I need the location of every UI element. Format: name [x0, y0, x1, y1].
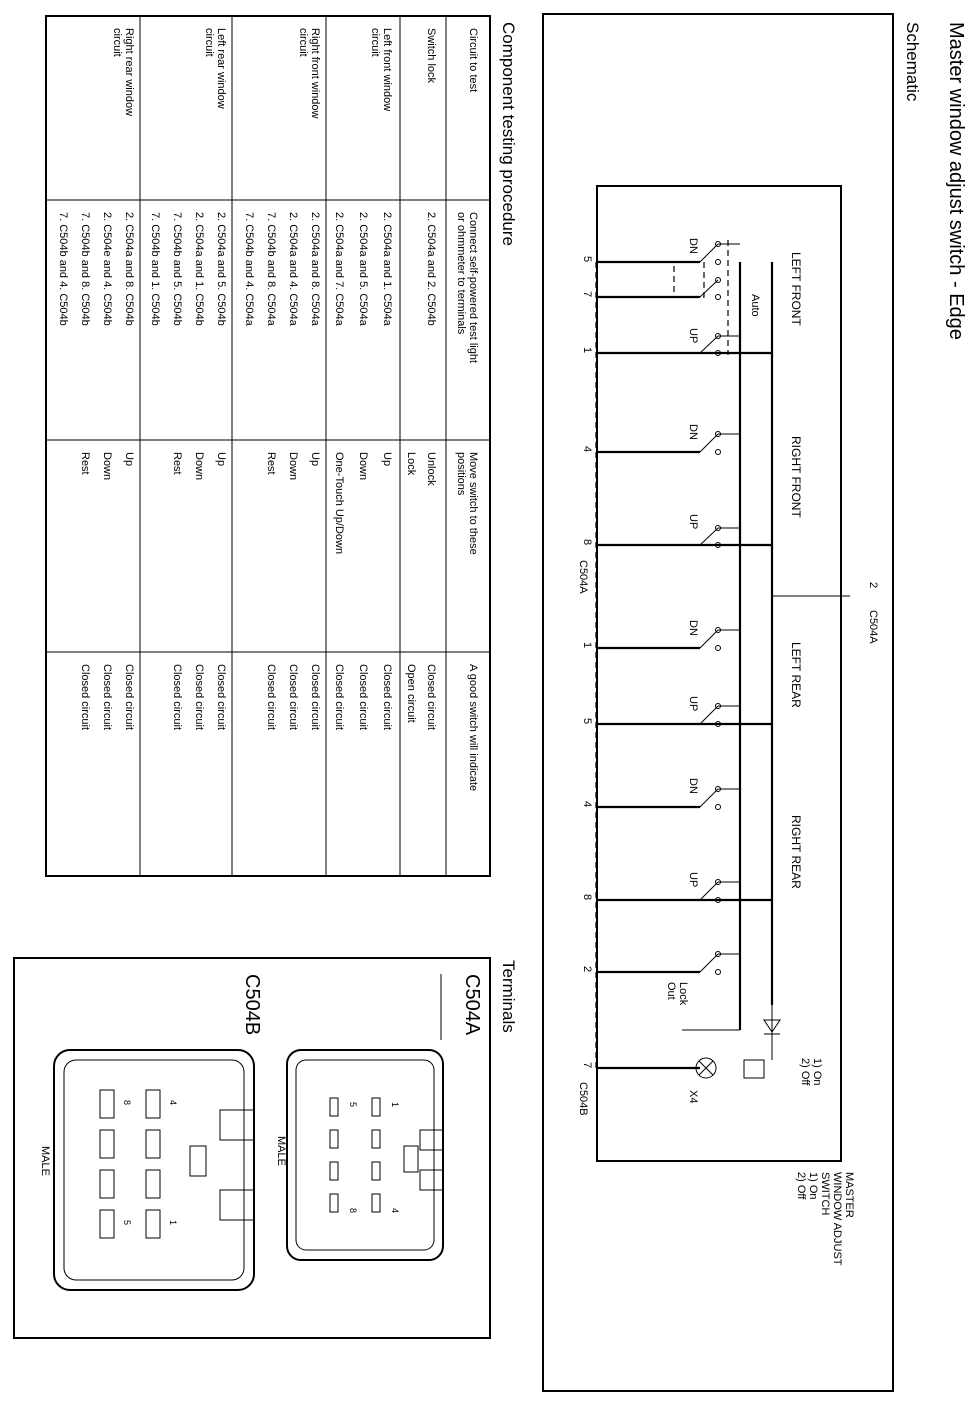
c504b-male-label: MALE: [39, 1146, 51, 1176]
table-cell: 2. C504a and 5. C504b: [215, 212, 227, 326]
page-title: Master window adjust switch - Edge: [945, 22, 967, 340]
table-cell: 2. C504a and 4. C504a: [287, 212, 299, 326]
table-cell: Closed circuit: [123, 664, 135, 731]
table-cell: Up: [215, 452, 227, 467]
table-cell: Left front window: [381, 28, 393, 112]
table-cell: Down: [287, 452, 299, 481]
table-cell: Closed circuit: [215, 664, 227, 731]
lockout-label: Out: [665, 982, 677, 1000]
c504b-pin-group-label: C504B: [577, 1082, 589, 1116]
table-cell: Rest: [265, 452, 277, 475]
table-header: Connect self-powered test light: [467, 212, 479, 364]
dir-label: UP: [687, 514, 699, 530]
c504a-pin-num: 4: [390, 1208, 400, 1214]
table-cell: 2. C504a and 8. C504a: [309, 212, 321, 326]
c504a-feed-pin: 2: [867, 582, 879, 589]
c504a-connector: [287, 1050, 443, 1260]
table-cell: Unlock: [425, 452, 437, 486]
pin-label: 4: [581, 446, 593, 453]
table-cell: 7. C504b and 5. C504b: [171, 212, 183, 326]
table-header: Circuit to test: [467, 28, 479, 93]
section-label: LEFT REAR: [789, 642, 803, 708]
master-label: MASTER: [843, 1172, 855, 1218]
table-cell: Up: [381, 452, 393, 467]
table-cell: 2. C504a and 8. C504b: [123, 212, 135, 326]
c504b-title: C504B: [241, 974, 263, 1036]
master-label: 1) On: [807, 1172, 819, 1200]
table-header: Move switch to these: [467, 452, 479, 555]
dir-label: DN: [687, 778, 699, 794]
legend-off: 2) Off: [799, 1058, 811, 1086]
master-label: 2) Off: [795, 1172, 807, 1200]
table-cell: 7. C504b and 8. C504a: [265, 212, 277, 326]
c504a-male-label: MALE: [275, 1136, 287, 1166]
table-cell: circuit: [369, 28, 381, 57]
table-cell: Closed circuit: [193, 664, 205, 731]
table-cell: Rest: [171, 452, 183, 475]
table-cell: Up: [309, 452, 321, 467]
auto-linkage: [674, 262, 704, 297]
table-cell: Closed circuit: [265, 664, 277, 731]
c504b-pin-num: 4: [168, 1100, 178, 1106]
table-cell: Switch lock: [425, 28, 437, 84]
dir-label: DN: [687, 238, 699, 254]
pin-label: 8: [581, 894, 593, 901]
pin-label: 8: [581, 539, 593, 546]
table-cell: 2. C504a and 2. C504b: [425, 212, 437, 326]
schematic-heading: Schematic: [903, 22, 922, 102]
table-cell: 2. C504a and 5. C504a: [357, 212, 369, 326]
table-cell: One-Touch Up/Down: [333, 452, 345, 555]
c504a-pin-group-label: C504A: [577, 560, 589, 594]
x4-label: X4: [687, 1090, 699, 1104]
table-cell: Rest: [79, 452, 91, 475]
auto-label: Auto: [749, 294, 761, 317]
c504a-feed-label: C504A: [867, 610, 879, 644]
table-cell: Closed circuit: [171, 664, 183, 731]
lockout-label: Lock: [677, 982, 689, 1006]
table-cell: Closed circuit: [287, 664, 299, 731]
table-cell: 2. C504a and 1. C504b: [193, 212, 205, 326]
table-cell: Down: [193, 452, 205, 481]
c504a-pin-num: 8: [348, 1208, 358, 1214]
table-cell: 2. C504e and 4. C504b: [101, 212, 113, 326]
table-cell: Closed circuit: [309, 664, 321, 731]
section-label: LEFT FRONT: [789, 252, 803, 326]
pin-label: 1: [581, 347, 593, 354]
table-cell: Closed circuit: [381, 664, 393, 731]
table-cell: Closed circuit: [357, 664, 369, 731]
resistor-symbol: [744, 1060, 764, 1078]
dir-label: UP: [687, 696, 699, 712]
dir-label: DN: [687, 424, 699, 440]
table-header: positions: [455, 452, 467, 496]
table-cell: Closed circuit: [79, 664, 91, 731]
table-cell: Right rear window: [123, 28, 135, 117]
table-cell: 2. C504a and 7. C504a: [333, 212, 345, 326]
table-cell: Closed circuit: [101, 664, 113, 731]
table-cell: 2. C504a and 1. C504a: [381, 212, 393, 326]
master-label: WINDOW ADJUST: [831, 1172, 843, 1266]
section-label: RIGHT FRONT: [789, 436, 803, 518]
table-header: or ohmmeter to terminals: [455, 212, 467, 335]
c504a-title: C504A: [461, 974, 483, 1036]
c504b-pin-num: 1: [168, 1220, 178, 1226]
pin-label: 4: [581, 801, 593, 808]
table-cell: Closed circuit: [333, 664, 345, 731]
table-cell: circuit: [111, 28, 123, 57]
table-cell: Down: [101, 452, 113, 481]
table-cell: Left rear window: [215, 28, 227, 109]
legend-on: 1) On: [811, 1058, 823, 1086]
table-cell: Down: [357, 452, 369, 481]
table-cell: Right front window: [309, 28, 321, 119]
table-cell: 7. C504b and 4. C504a: [243, 212, 255, 326]
terminals-heading: Terminals: [499, 960, 518, 1033]
master-label: SWITCH: [819, 1172, 831, 1216]
dir-label: DN: [687, 620, 699, 636]
pin-label: 1: [581, 642, 593, 649]
table-header: A good switch will indicate: [467, 664, 479, 792]
procedure-heading: Component testing procedure: [499, 22, 518, 246]
table-cell: circuit: [297, 28, 309, 57]
procedure-table: [46, 16, 490, 876]
c504a-pin-num: 1: [390, 1102, 400, 1108]
table-cell: circuit: [203, 28, 215, 57]
pin-wires: [596, 262, 772, 1068]
c504b-pin-num: 5: [122, 1220, 132, 1226]
table-cell: 7. C504b and 8. C504b: [79, 212, 91, 326]
dir-label: UP: [687, 328, 699, 344]
table-cell: 7. C504b and 1. C504b: [149, 212, 161, 326]
c504a-pin-num: 5: [348, 1102, 358, 1108]
schematic-inner-frame: [597, 186, 841, 1161]
table-cell: Up: [123, 452, 135, 467]
table-cell: Lock: [405, 452, 417, 476]
pin-label: 7: [581, 1062, 593, 1069]
switch-contacts: [700, 242, 740, 975]
c504b-connector: [54, 1050, 254, 1290]
table-cell: 7. C504b and 4. C504b: [57, 212, 69, 326]
pin-label: 7: [581, 291, 593, 298]
section-label: RIGHT REAR: [789, 815, 803, 889]
dir-label: UP: [687, 872, 699, 888]
table-cell: Closed circuit: [425, 664, 437, 731]
pin-label: 5: [581, 718, 593, 725]
table-cell: Open circuit: [405, 664, 417, 723]
pin-label: 5: [581, 256, 593, 263]
c504b-pin-num: 8: [122, 1100, 132, 1106]
pin-label: 2: [581, 966, 593, 973]
